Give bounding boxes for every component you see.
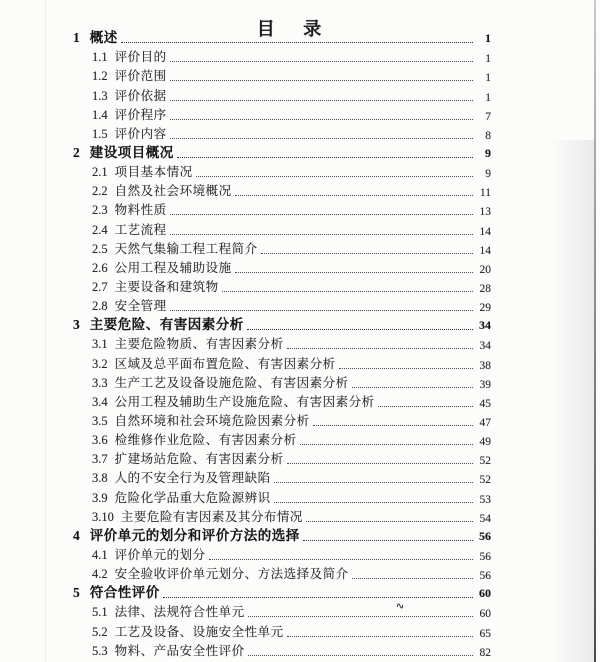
entry-label: 评价依据 [114,88,167,103]
toc-entry [73,27,491,46]
entry-number: 1.3 [92,88,108,103]
page-number: 20 [479,263,491,276]
entry-label: 物料、产品安全性评价 [114,643,245,658]
toc-entry [73,199,491,218]
dot-leader [287,463,473,464]
toc-entry [73,563,491,582]
page-number: 14 [479,225,491,238]
dot-leader [170,138,473,139]
entry-label: 评价单元的划分 [114,547,206,562]
page-number: 9 [485,145,491,160]
entry-number: 3.2 [92,356,108,371]
dot-leader [170,214,473,215]
dot-leader [170,61,473,62]
entry-number: 5.3 [92,643,108,658]
entry-number: 2.2 [92,184,108,199]
entry-number: 5.1 [92,605,108,620]
page-number: 60 [479,608,491,621]
entry-number: 3.8 [92,471,108,486]
entry-label: 工艺及设备、设施安全性单元 [114,624,284,639]
dot-leader [313,425,473,426]
page-number: 34 [479,318,491,333]
entry-number: 4 [73,527,80,543]
entry-label: 工艺流程 [114,222,167,237]
page-number: 39 [479,378,491,391]
entry-number: 3.4 [92,394,108,409]
entry-label: 危险化学品重大危险源辨识 [114,490,271,505]
dot-leader [378,406,473,407]
entry-number: 3.5 [92,413,108,428]
entry-number: 2 [73,144,80,160]
entry-number: 2.4 [92,222,108,237]
toc-entry [73,333,491,352]
entry-number: 1.1 [92,50,108,65]
entry-number: 3.1 [92,337,108,352]
entry-label: 安全管理 [114,299,167,314]
entry-number: 4.1 [92,547,108,562]
toc-entry [73,84,491,103]
page-number: 56 [479,570,491,583]
dot-leader [177,157,473,158]
page-number: 1 [485,72,491,85]
entry-label: 主要危险有害因素及其分布情况 [120,509,303,524]
dot-leader [170,234,473,235]
page-number: 47 [479,416,491,429]
entry-label: 区域及总平面布置危险、有害因素分析 [114,356,336,371]
dot-leader [300,444,473,445]
page-number: 52 [479,474,491,487]
page-number: 52 [479,455,491,468]
page-number: 1 [485,91,491,104]
dot-leader [352,387,473,388]
table-of-contents [73,27,491,659]
dot-leader [235,272,473,273]
dot-leader [222,291,473,292]
left-margin-scan-line [45,0,46,662]
dot-leader [170,310,473,311]
entry-label: 法律、法规符合性单元 [114,605,245,620]
page-edge-line [594,0,596,662]
dot-leader [248,655,473,656]
toc-entry [73,372,491,391]
entry-label: 建设项目概况 [89,144,174,160]
page-number: 1 [485,31,491,46]
page-number: 8 [485,129,491,142]
dot-leader [163,597,473,598]
toc-entry [73,467,491,486]
toc-entry [73,238,491,257]
toc-entry [73,582,491,601]
dot-leader [274,502,473,503]
entry-label: 安全验收评价单元划分、方法选择及简介 [114,567,349,582]
entry-label: 主要设备和建筑物 [114,279,219,294]
page-number: 38 [479,359,491,372]
dot-leader [352,578,473,579]
page-number: 28 [479,282,491,295]
dot-leader [209,559,473,560]
toc-entry [73,180,491,199]
dot-leader [339,368,473,369]
ink-squiggle-artifact: ∿ [394,600,406,613]
dot-leader [274,482,473,483]
entry-number: 1.5 [92,126,108,141]
page-number: 34 [479,340,491,353]
entry-number: 4.2 [92,567,108,582]
toc-entry [73,506,491,525]
page-number: 65 [479,627,491,640]
entry-label: 项目基本情况 [114,165,193,180]
entry-number: 1.2 [92,69,108,84]
entry-number: 3.9 [92,490,108,505]
page-number: 56 [479,550,491,563]
toc-entry [73,161,491,180]
dot-leader [306,521,473,522]
toc-entry [73,65,491,84]
toc-entry [73,104,491,123]
entry-label: 主要危险、有害因素分析 [89,317,244,333]
dot-leader [303,540,473,541]
entry-number: 3.6 [92,433,108,448]
toc-entry [73,314,491,333]
toc-entry [73,620,491,639]
entry-number: 3.7 [92,452,108,467]
entry-number: 2.6 [92,260,108,275]
entry-label: 人的不安全行为及管理缺陷 [114,471,271,486]
entry-number: 2.5 [92,241,108,256]
toc-entry [73,257,491,276]
dot-leader [121,42,473,43]
entry-label: 生产工艺及设备设施危险、有害因素分析 [114,375,349,390]
page-number: 82 [479,646,491,659]
toc-entry [73,46,491,65]
entry-label: 自然环境和社会环境危险因素分析 [114,413,310,428]
toc-entry [73,218,491,237]
entry-label: 主要危险物质、有害因素分析 [114,337,284,352]
toc-entry [73,410,491,429]
dot-leader [247,329,473,330]
entry-label: 评价范围 [114,69,167,84]
dot-leader [287,348,473,349]
dot-leader [196,176,473,177]
page-number: 54 [479,512,491,525]
toc-entry [73,142,491,161]
entry-label: 天然气集输工程工程简介 [114,241,258,256]
page-number: 1 [485,53,491,66]
entry-label: 公用工程及辅助设施 [114,260,232,275]
page-number: 14 [479,244,491,257]
dot-leader [248,616,473,617]
entry-number: 2.1 [92,165,108,180]
toc-entry [73,448,491,467]
dot-leader [261,253,473,254]
toc-entry [73,525,491,544]
entry-number: 2.8 [92,299,108,314]
entry-number: 2.3 [92,203,108,218]
dot-leader [170,80,473,81]
page-number: 53 [479,493,491,506]
entry-number: 2.7 [92,279,108,294]
entry-label: 概述 [89,30,118,46]
entry-label: 自然及社会环境概况 [114,184,232,199]
entry-number: 5.2 [92,624,108,639]
entry-label: 扩建场站危险、有害因素分析 [114,452,284,467]
entry-number: 3 [73,317,80,333]
page-number: 56 [479,528,491,543]
entry-label: 公用工程及辅助生产设施危险、有害因素分析 [114,394,375,409]
page-edge-shadow [548,140,594,662]
toc-entry [73,391,491,410]
dot-leader [287,636,473,637]
toc-entry [73,123,491,142]
entry-number: 1 [73,30,80,46]
page-number: 11 [479,187,491,200]
entry-label: 评价内容 [114,126,167,141]
page-number: 60 [479,586,491,601]
toc-entry [73,276,491,295]
entry-label: 物料性质 [114,203,167,218]
dot-leader [235,195,473,196]
entry-label: 符合性评价 [89,585,160,601]
entry-label: 评价目的 [114,50,167,65]
toc-entry [73,295,491,314]
page-number: 13 [479,206,491,219]
entry-label: 评价程序 [114,107,167,122]
toc-entry [73,429,491,448]
page-title: 目 录 [256,19,334,40]
entry-number: 1.4 [92,107,108,122]
entry-label: 检维修作业危险、有害因素分析 [114,433,297,448]
toc-entry [73,601,491,620]
toc-entry [73,544,491,563]
page-number: 45 [479,397,491,410]
entry-label: 评价单元的划分和评价方法的选择 [89,527,300,543]
page-number: 7 [485,110,491,123]
dot-leader [170,119,473,120]
page-number: 29 [479,302,491,315]
page-number: 9 [485,168,491,181]
entry-number: 5 [73,585,80,601]
toc-entry [73,640,491,659]
entry-number: 3.3 [92,375,108,390]
toc-entry [73,352,491,371]
page-number: 49 [479,436,491,449]
toc-entry [73,486,491,505]
entry-number: 3.10 [92,509,114,524]
dot-leader [170,100,473,101]
